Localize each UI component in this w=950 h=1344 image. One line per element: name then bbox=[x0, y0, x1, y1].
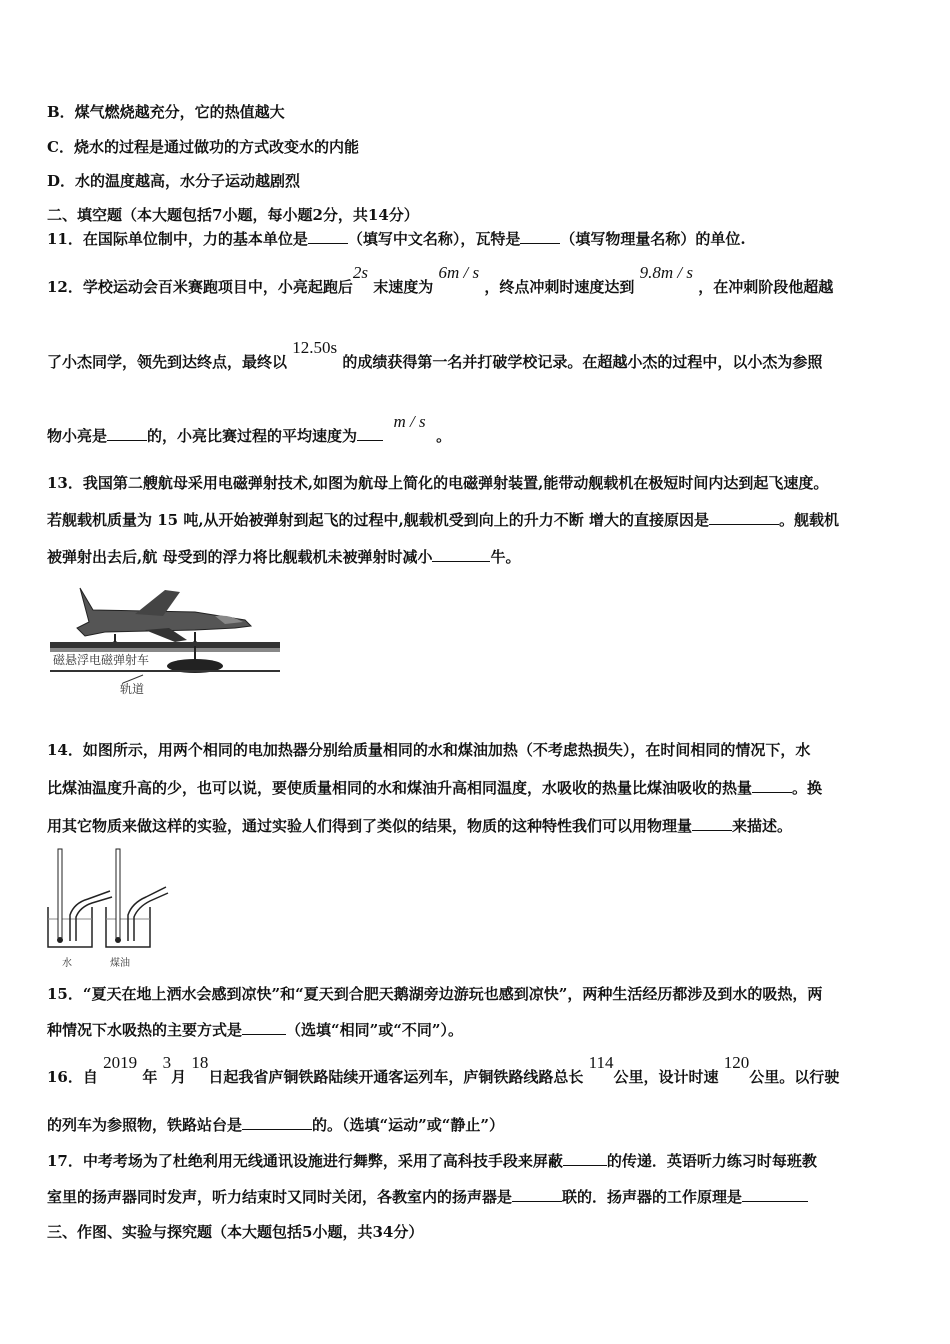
question-13-line-1: 13．我国第二艘航母采用电磁弹射技术,如图为航母上简化的电磁弹射装置,能带动舰载机在极短时间内达到起飞速度。 bbox=[47, 474, 829, 492]
beakers-figure bbox=[40, 845, 175, 953]
q16-text-f: 公里。以行驶 bbox=[749, 1068, 840, 1086]
answer-blank bbox=[357, 426, 383, 441]
q16-text-h: 的。（选填“运动”或“静止”） bbox=[312, 1116, 505, 1134]
q12-text-b: 末速度为 bbox=[373, 278, 434, 296]
section-3-heading: 三、作图、实验与探究题（本大题包括5小题，共34分） bbox=[47, 1223, 424, 1241]
q16-math-1: 2019 bbox=[103, 1053, 138, 1072]
question-12-line-2 bbox=[47, 338, 823, 372]
option-b: B．煤气燃烧越充分，它的热值越大 bbox=[47, 103, 285, 121]
question-14-line-1: 14．如图所示，用两个相同的电加热器分别给质量相同的水和煤油加热（不考虑热损失），在时间相同的情况下，水 bbox=[47, 741, 811, 759]
q12-math-2: 6m / s bbox=[438, 263, 480, 282]
q11-text-a: 11．在国际单位制中，力的基本单位是 bbox=[47, 230, 308, 248]
q17-text-d: 联的．扬声器的工作原理是 bbox=[562, 1188, 743, 1206]
q17-text-b: 的传递．英语听力练习时每班教 bbox=[606, 1152, 817, 1170]
q12-text-i: 。 bbox=[436, 427, 452, 445]
answer-blank bbox=[242, 1115, 312, 1130]
q16-math-2: 3 bbox=[162, 1053, 172, 1072]
q16-math-5: 120 bbox=[723, 1053, 750, 1072]
question-13-line-3 bbox=[47, 547, 520, 567]
question-16-line-2 bbox=[47, 1115, 504, 1135]
question-15-line-1: 15．“夏天在地上洒水会感到凉快”和“夏天到合肥天鹅湖旁边游玩也感到凉快”，两种生活经历都涉及到水的吸热，两 bbox=[47, 985, 823, 1003]
question-17-line-1 bbox=[47, 1151, 817, 1171]
catapult-figure bbox=[45, 580, 290, 698]
q16-text-e: 公里，设计时速 bbox=[613, 1068, 719, 1086]
question-11 bbox=[47, 229, 746, 249]
question-12-line-1 bbox=[47, 263, 834, 297]
q14-text-c: 用其它物质来做这样的实验，通过实验人们得到了类似的结果，物质的这种特性我们可以用物理量 bbox=[47, 817, 693, 835]
q12-math-3: 9.8m / s bbox=[639, 263, 693, 282]
answer-blank bbox=[563, 1151, 607, 1166]
q16-math-3: 18 bbox=[191, 1053, 209, 1072]
answer-blank bbox=[520, 229, 560, 244]
q14-text-a: 比煤油温度升高的少，也可以说，要使质量相同的水和煤油升高相同温度，水吸收的热量比煤油吸收的热量 bbox=[47, 779, 753, 797]
answer-blank bbox=[512, 1187, 562, 1202]
q16-text-a: 16．自 bbox=[47, 1068, 98, 1086]
question-16-line-1 bbox=[47, 1053, 840, 1087]
answer-blank bbox=[709, 510, 779, 525]
oil-label: 煤油 bbox=[110, 958, 130, 969]
catapult-label: 磁悬浮电磁弹射车 bbox=[53, 653, 150, 667]
q15-text-a: 种情况下水吸热的主要方式是 bbox=[47, 1021, 243, 1039]
q14-text-d: 来描述。 bbox=[732, 817, 793, 835]
q12-text-d: ，在冲刺阶段他超越 bbox=[698, 278, 834, 296]
q12-math-1: 2s bbox=[352, 263, 369, 282]
q12-text-a: 12．学校运动会百米赛跑项目中，小亮起跑后 bbox=[47, 278, 353, 296]
option-d: D．水的温度越高，水分子运动越剧烈 bbox=[47, 172, 301, 190]
option-c: C．烧水的过程是通过做功的方式改变水的内能 bbox=[47, 138, 359, 156]
question-14-line-3 bbox=[47, 816, 792, 836]
q13-text-a: 若舰载机质量为 15 吨,从开始被弹射到起飞的过程中,舰载机受到向上的升力不断 增大的直接原因是 bbox=[47, 511, 709, 529]
q15-text-b: （选填“相同”或“不同”）。 bbox=[286, 1021, 464, 1039]
q14-text-b: 。换 bbox=[792, 779, 823, 797]
section-2-heading: 二、填空题（本大题包括7小题，每小题2分，共14分） bbox=[47, 206, 419, 224]
answer-blank bbox=[432, 547, 490, 562]
q13-text-b: 。舰载机 bbox=[779, 511, 840, 529]
answer-blank bbox=[242, 1020, 286, 1035]
answer-blank bbox=[752, 778, 792, 793]
q13-text-d: 牛。 bbox=[490, 548, 521, 566]
question-12-line-3 bbox=[47, 412, 452, 446]
q16-text-b: 年 bbox=[142, 1068, 158, 1086]
answer-blank bbox=[308, 229, 348, 244]
q12-text-f: 的成绩获得第一名并打破学校记录。在超越小杰的过程中，以小杰为参照 bbox=[342, 353, 823, 371]
question-15-line-2 bbox=[47, 1020, 463, 1040]
answer-blank bbox=[692, 816, 732, 831]
q16-text-c: 月 bbox=[171, 1068, 187, 1086]
q11-text-c: （填写物理量名称）的单位. bbox=[560, 230, 746, 248]
q12-text-g: 物小亮是 bbox=[47, 427, 108, 445]
q17-text-a: 17．中考考场为了杜绝利用无线通讯设施进行舞弊，采用了高科技手段来屏蔽 bbox=[47, 1152, 563, 1170]
q12-text-e: 了小杰同学，领先到达终点，最终以 bbox=[47, 353, 288, 371]
q12-text-c: ，终点冲刺时速度达到 bbox=[484, 278, 635, 296]
track-label: 轨道 bbox=[120, 682, 145, 696]
q12-text-h: 的，小亮比赛过程的平均速度为 bbox=[147, 427, 358, 445]
q12-math-4: 12.50s bbox=[292, 338, 338, 357]
q17-text-c: 室里的扬声器同时发声，听力结束时又同时关闭，各教室内的扬声器是 bbox=[47, 1188, 513, 1206]
answer-blank bbox=[107, 426, 147, 441]
q11-text-b: （填写中文名称），瓦特是 bbox=[347, 230, 521, 248]
water-label: 水 bbox=[62, 958, 72, 969]
q16-text-d: 日起我省庐铜铁路陆续开通客运列车，庐铜铁路线路总长 bbox=[208, 1068, 584, 1086]
q16-math-4: 114 bbox=[588, 1053, 614, 1072]
q12-math-5: m / s bbox=[393, 412, 426, 431]
q16-text-g: 的列车为参照物，铁路站台是 bbox=[47, 1116, 243, 1134]
question-13-line-2 bbox=[47, 510, 839, 530]
question-17-line-2 bbox=[47, 1187, 808, 1207]
q13-text-c: 被弹射出去后,航 母受到的浮力将比舰载机未被弹射时减小 bbox=[47, 548, 433, 566]
answer-blank bbox=[742, 1187, 808, 1202]
question-14-line-2 bbox=[47, 778, 822, 798]
